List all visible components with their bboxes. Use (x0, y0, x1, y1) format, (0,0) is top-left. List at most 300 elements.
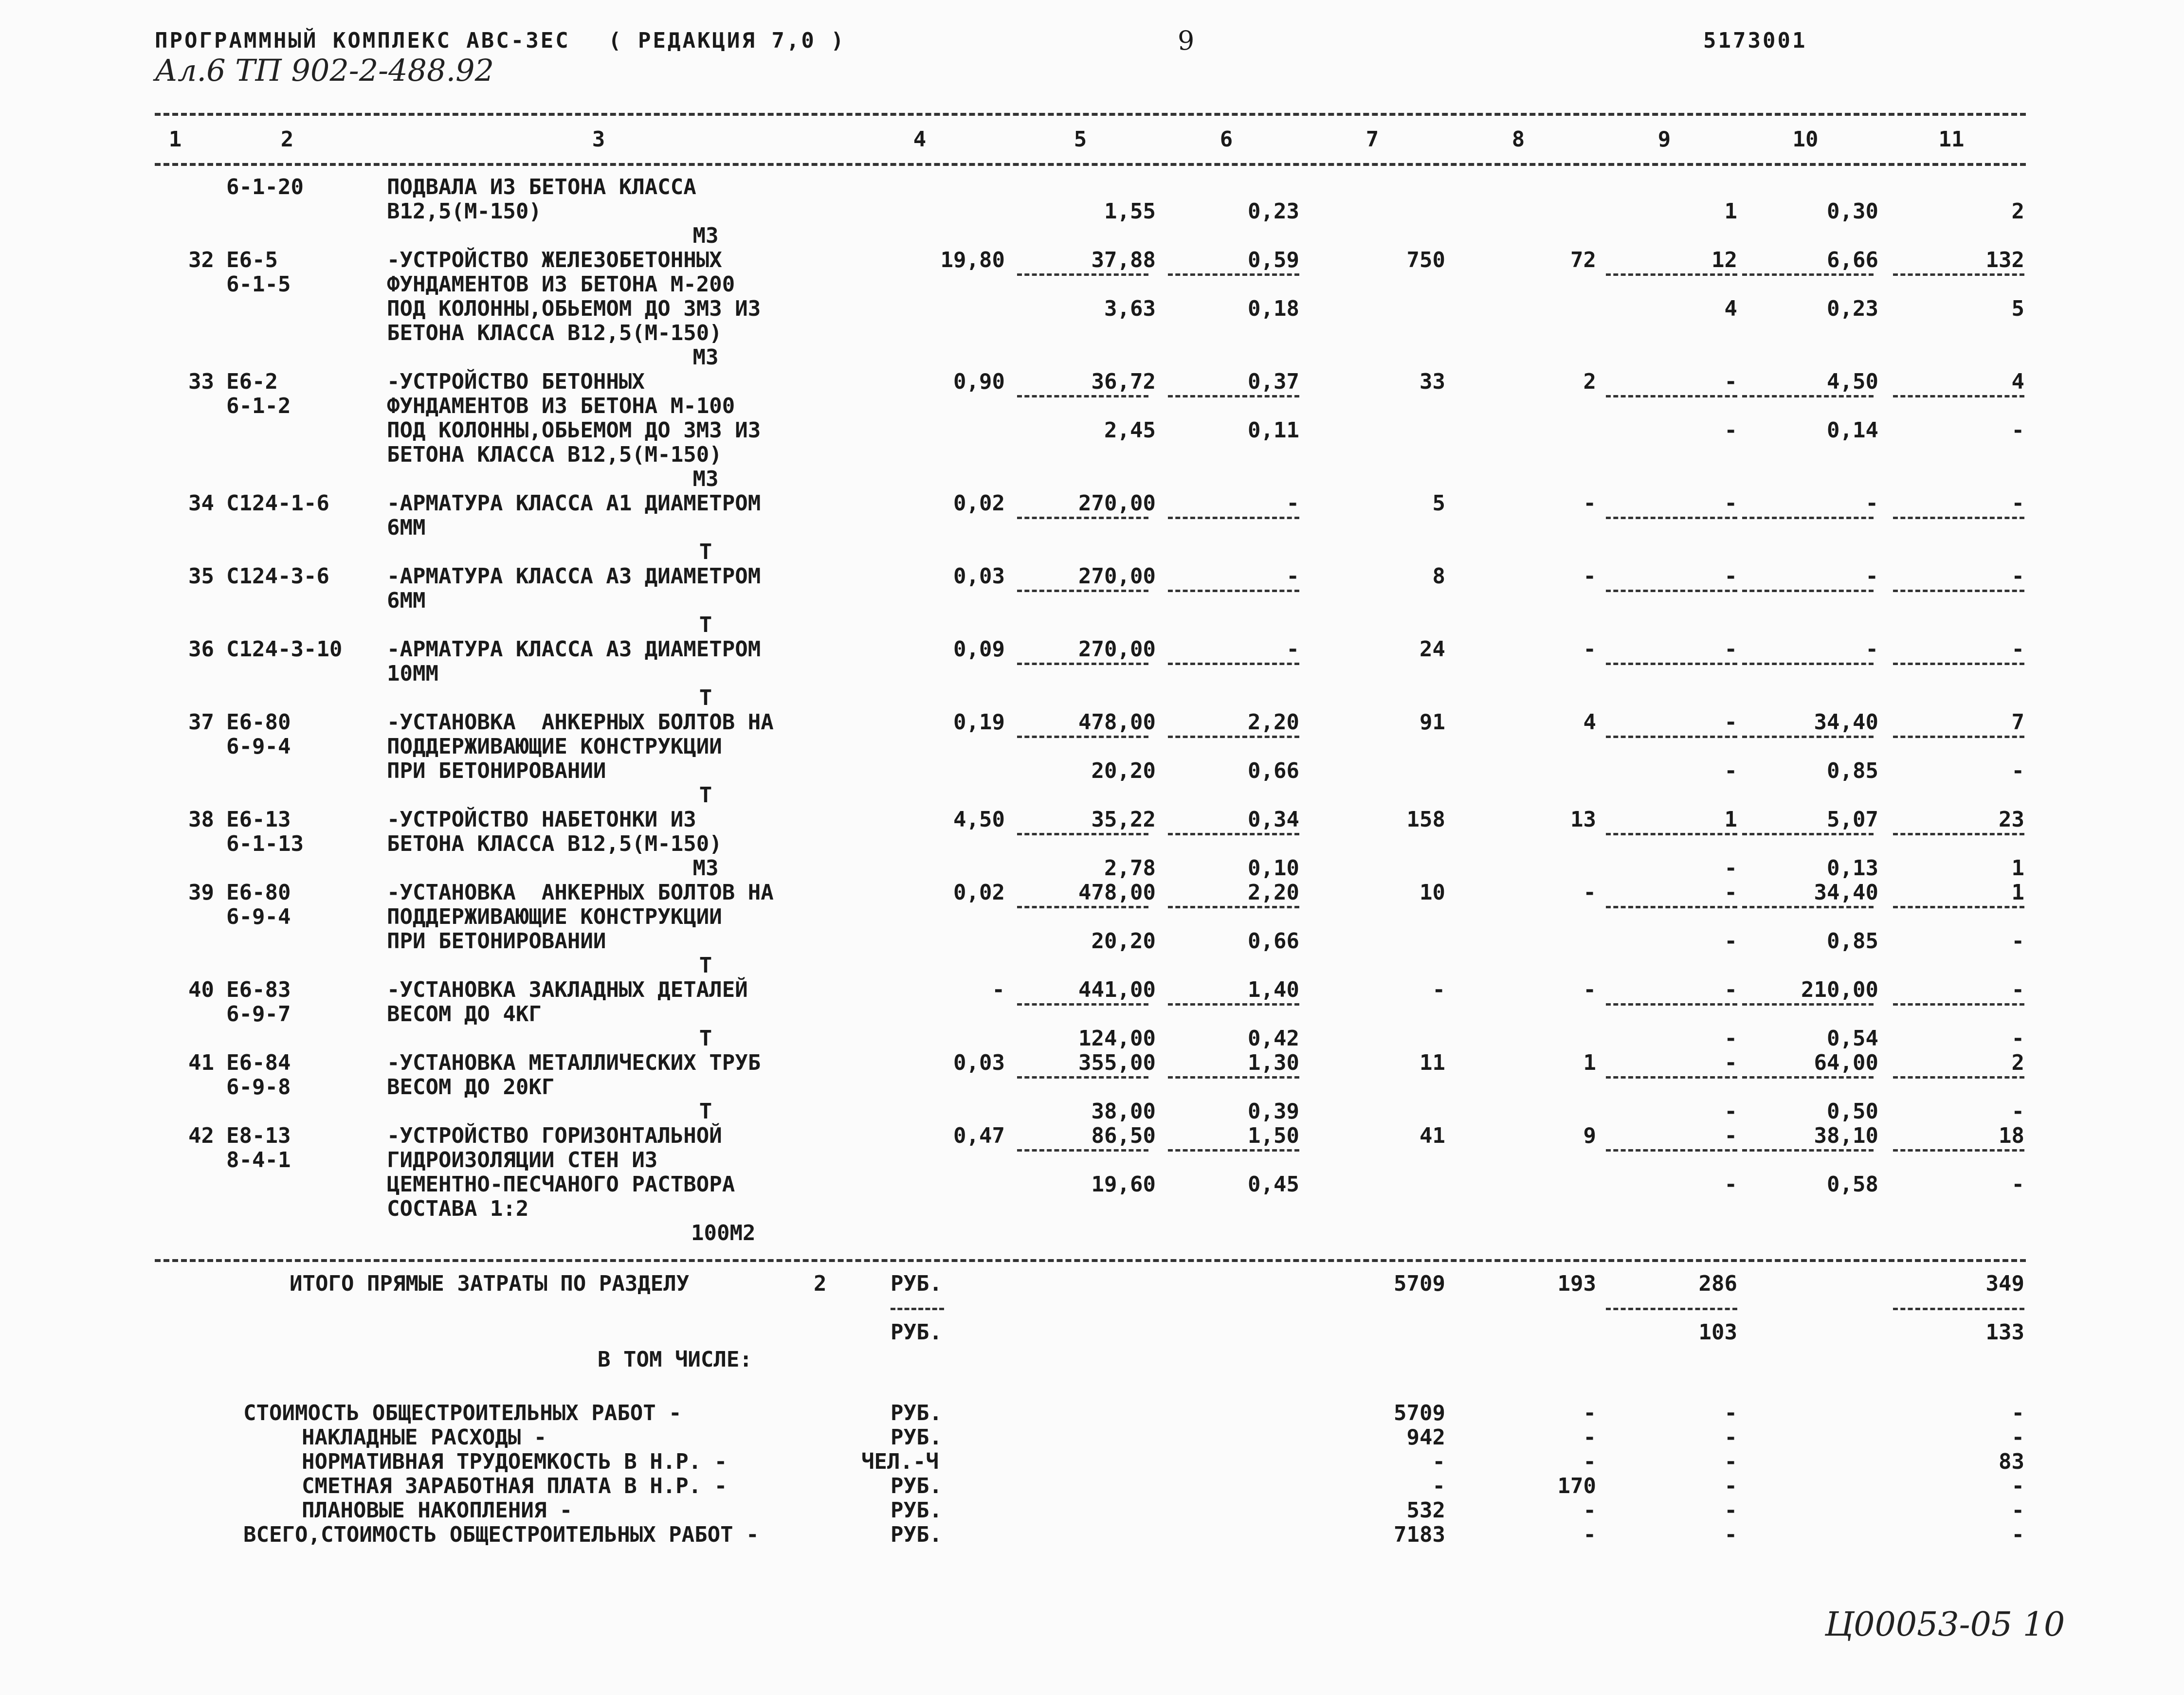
cell-c6: 0,18 (1248, 296, 1299, 321)
cell-nm: ГИДРОИЗОЛЯЦИИ СТЕН ИЗ (387, 1148, 658, 1172)
summary-c7: - (1432, 1474, 1445, 1498)
cell-c11: - (2011, 1026, 2024, 1051)
table-row (0, 1172, 2184, 1197)
totals-row (0, 1272, 2184, 1296)
cell-un: М3 (692, 467, 719, 491)
footer-handwritten-ref: Ц00053-05 10 (1825, 1605, 2065, 1644)
table-row (0, 881, 2184, 905)
cell-nm: -УСТАНОВКА АНКЕРНЫХ БОЛТОВ НА (387, 710, 774, 735)
cell-nm: 6ММ (387, 515, 426, 540)
edition: ( РЕДАКЦИЯ 7,0 ) (608, 28, 846, 53)
col-3: 3 (592, 127, 605, 152)
cell-c9: 4 (1724, 296, 1737, 321)
cell-c4: 0,02 (953, 880, 1005, 905)
summary-c7: 7183 (1394, 1522, 1445, 1547)
cell-c4: 0,47 (953, 1123, 1005, 1148)
cell-c5: 124,00 (1078, 1026, 1156, 1051)
cell-c11: - (2011, 418, 2024, 443)
summary-c9: - (1724, 1401, 1737, 1425)
cell-c6: 0,34 (1248, 807, 1299, 832)
table-row (0, 1100, 2184, 1124)
cell-c5: 2,78 (1104, 856, 1156, 881)
cell-nm: -АРМАТУРА КЛАССА А3 ДИАМЕТРОМ (387, 637, 761, 662)
cell-c5: 270,00 (1078, 491, 1156, 516)
table-row (0, 394, 2184, 418)
cell-nm: 6ММ (387, 588, 426, 613)
cell-c5: 478,00 (1078, 710, 1156, 735)
cell-c5: 37,88 (1091, 248, 1156, 272)
cell-c9: - (1724, 1123, 1737, 1148)
totals-label: ИТОГО ПРЯМЫЕ ЗАТРАТЫ ПО РАЗДЕЛУ (290, 1271, 690, 1296)
cell-un: М3 (692, 223, 719, 248)
cell-nm: -УСТАНОВКА ЗАКЛАДНЫХ ДЕТАЛЕЙ (387, 977, 748, 1002)
cell-nm: БЕТОНА КЛАССА В12,5(М-150) (387, 831, 722, 856)
cell-un: Т (699, 1026, 712, 1051)
summary-c7: 5709 (1394, 1401, 1445, 1425)
summary-c8: - (1583, 1522, 1596, 1547)
summary-c11: - (2011, 1401, 2024, 1425)
summary-row (0, 1523, 2184, 1547)
summary-c9: - (1724, 1522, 1737, 1547)
cell-c4: - (992, 977, 1005, 1002)
summary-c11: - (2011, 1498, 2024, 1523)
cell-c6: 0,11 (1248, 418, 1299, 443)
cell-c5: 86,50 (1091, 1123, 1156, 1148)
summary-c8: - (1583, 1498, 1596, 1523)
cell-cd: 6-9-8 (226, 1075, 291, 1100)
cell-c4: 0,03 (953, 1050, 1005, 1075)
cell-c11: - (2011, 758, 2024, 783)
col-2: 2 (280, 127, 294, 152)
cell-c10: 0,85 (1827, 929, 1878, 954)
cell-c6: 0,66 (1248, 758, 1299, 783)
cell-c9: - (1724, 856, 1737, 881)
cell-c6: 0,39 (1248, 1099, 1299, 1124)
cell-c8: 2 (1583, 369, 1596, 394)
program-title: ПРОГРАММНЫЙ КОМПЛЕКС АВС-ЗЕС (155, 28, 570, 53)
column-header-row (0, 127, 2184, 152)
cell-c11: 23 (1999, 807, 2024, 832)
cell-un: Т (699, 685, 712, 710)
cell-c6: 1,40 (1248, 977, 1299, 1002)
table-row (0, 710, 2184, 735)
cell-c10: - (1865, 564, 1878, 589)
cell-cd: Е6-80 (226, 710, 291, 735)
summary-unit: РУБ. (891, 1522, 942, 1547)
cell-nm: -УСТРОЙСТВО ГОРИЗОНТАЛЬНОЙ (387, 1123, 722, 1148)
cell-c6: 0,59 (1248, 248, 1299, 272)
cell-c11: - (2011, 1099, 2024, 1124)
handwritten-sheet-ref: Ал.6 ТП 902-2-488.92 (155, 53, 494, 88)
col-9: 9 (1657, 127, 1671, 152)
table-row (0, 1002, 2184, 1027)
cell-cd: Е6-13 (226, 807, 291, 832)
cell-c5: 270,00 (1078, 564, 1156, 589)
cell-c5: 3,63 (1104, 296, 1156, 321)
cell-c7: - (1432, 977, 1445, 1002)
table-row (0, 199, 2184, 224)
cell-c6: 0,23 (1248, 199, 1299, 224)
table-row (0, 1148, 2184, 1172)
cell-cd: 6-9-4 (226, 904, 291, 929)
cell-un: Т (699, 613, 712, 637)
cell-cd: 6-1-20 (226, 175, 304, 199)
summary-c9: - (1724, 1449, 1737, 1474)
totals-row-2 (0, 1320, 2184, 1345)
cell-nm: ПРИ БЕТОНИРОВАНИИ (387, 758, 606, 783)
cell-c4: 0,03 (953, 564, 1005, 589)
cell-c10: 5,07 (1827, 807, 1878, 832)
table-row (0, 1221, 2184, 1245)
cell-c7: 5 (1432, 491, 1445, 516)
cell-c11: - (2011, 929, 2024, 954)
table-row (0, 345, 2184, 370)
table-row (0, 686, 2184, 710)
cell-cd: С124-3-10 (226, 637, 343, 662)
table-row (0, 491, 2184, 516)
cell-c6: - (1286, 491, 1299, 516)
cell-c6: 0,42 (1248, 1026, 1299, 1051)
cell-c9: - (1724, 1172, 1737, 1197)
cell-c6: 1,30 (1248, 1050, 1299, 1075)
cell-nm: В12,5(М-150) (387, 199, 542, 224)
cell-c9: - (1724, 418, 1737, 443)
cell-cd: 6-9-4 (226, 734, 291, 759)
cell-c10: 38,10 (1814, 1123, 1878, 1148)
cell-c9: - (1724, 637, 1737, 662)
totals-c7: 5709 (1394, 1271, 1445, 1296)
document-code: 5173001 (1703, 28, 1807, 53)
cell-n: 40 (188, 977, 214, 1002)
cell-nm: -АРМАТУРА КЛАССА А3 ДИАМЕТРОМ (387, 564, 761, 589)
table-row (0, 637, 2184, 662)
summary-c7: 532 (1406, 1498, 1445, 1523)
cell-cd: Е6-80 (226, 880, 291, 905)
table-row (0, 467, 2184, 491)
cell-c6: - (1286, 564, 1299, 589)
cell-nm: ВЕСОМ ДО 4КГ (387, 1002, 542, 1027)
cell-c11: - (2011, 491, 2024, 516)
table-row (0, 540, 2184, 564)
summary-c8: - (1583, 1449, 1596, 1474)
totals-section: 2 (814, 1271, 827, 1296)
cell-nm: -УСТАНОВКА АНКЕРНЫХ БОЛТОВ НА (387, 880, 774, 905)
cell-c10: 6,66 (1827, 248, 1878, 272)
table-row (0, 808, 2184, 832)
cell-c9: - (1724, 1050, 1737, 1075)
cell-nm: ПОД КОЛОННЫ,ОБЬЕМОМ ДО 3М3 ИЗ (387, 418, 761, 443)
cell-c11: - (2011, 1172, 2024, 1197)
header-bottom-rule (155, 163, 2026, 166)
cell-c11: 7 (2011, 710, 2024, 735)
table-row (0, 856, 2184, 881)
table-row (0, 978, 2184, 1002)
cell-c5: 19,60 (1091, 1172, 1156, 1197)
summary-c9: - (1724, 1474, 1737, 1498)
totals-c9: 286 (1698, 1271, 1737, 1296)
cell-cd: Е6-2 (226, 369, 278, 394)
cell-n: 37 (188, 710, 214, 735)
table-row (0, 759, 2184, 783)
cell-nm: ЦЕМЕНТНО-ПЕСЧАНОГО РАСТВОРА (387, 1172, 735, 1197)
cell-c10: 34,40 (1814, 880, 1878, 905)
cell-c5: 2,45 (1104, 418, 1156, 443)
cell-c4: 19,80 (940, 248, 1005, 272)
cell-nm: СОСТАВА 1:2 (387, 1196, 529, 1221)
cell-c8: 13 (1570, 807, 1596, 832)
cell-nm: ВЕСОМ ДО 20КГ (387, 1075, 555, 1100)
cell-c7: 33 (1420, 369, 1445, 394)
cell-cd: Е6-84 (226, 1050, 291, 1075)
cell-c5: 355,00 (1078, 1050, 1156, 1075)
cell-n: 33 (188, 369, 214, 394)
cell-c8: - (1583, 637, 1596, 662)
table-row (0, 1075, 2184, 1100)
table-row (0, 662, 2184, 686)
cell-c10: 64,00 (1814, 1050, 1878, 1075)
cell-c7: 750 (1406, 248, 1445, 272)
cell-c4: 0,09 (953, 637, 1005, 662)
totals-unit: РУБ. (891, 1271, 942, 1296)
cell-nm: ПОДДЕРЖИВАЮЩИЕ КОНСТРУКЦИИ (387, 904, 722, 929)
table-row (0, 589, 2184, 613)
cell-n: 36 (188, 637, 214, 662)
table-row (0, 443, 2184, 467)
col-1: 1 (168, 127, 182, 152)
cell-c10: - (1865, 637, 1878, 662)
cell-c9: - (1724, 1099, 1737, 1124)
totals-c11: 349 (1985, 1271, 2024, 1296)
cell-n: 41 (188, 1050, 214, 1075)
summary-c9: - (1724, 1425, 1737, 1450)
summary-label: НАКЛАДНЫЕ РАСХОДЫ - (302, 1425, 547, 1450)
table-row (0, 1027, 2184, 1051)
col-4: 4 (913, 127, 927, 152)
cell-c10: 34,40 (1814, 710, 1878, 735)
cell-c10: 0,14 (1827, 418, 1878, 443)
totals-unit-2: РУБ. (891, 1320, 942, 1345)
totals-c9-rule (1606, 1308, 1737, 1310)
cell-c5: 36,72 (1091, 369, 1156, 394)
cell-un: М3 (692, 856, 719, 881)
cell-c11: 18 (1999, 1123, 2024, 1148)
cell-nm: ФУНДАМЕНТОВ ИЗ БЕТОНА М-200 (387, 272, 735, 297)
cell-c5: 20,20 (1091, 758, 1156, 783)
cell-nm: БЕТОНА КЛАССА В12,5(М-150) (387, 321, 722, 345)
table-row (0, 832, 2184, 856)
summary-unit: РУБ. (891, 1401, 942, 1425)
cell-c5: 20,20 (1091, 929, 1156, 954)
totals-c11-rule (1893, 1308, 2024, 1310)
cell-c9: - (1724, 491, 1737, 516)
cell-c6: 2,20 (1248, 880, 1299, 905)
including-label: В ТОМ ЧИСЛЕ: (598, 1347, 752, 1372)
cell-n: 38 (188, 807, 214, 832)
cell-cd: Е8-13 (226, 1123, 291, 1148)
table-row (0, 905, 2184, 929)
cell-n: 32 (188, 248, 214, 272)
summary-c11: - (2011, 1474, 2024, 1498)
table-row (0, 418, 2184, 443)
summary-row (0, 1474, 2184, 1498)
summary-c7: - (1432, 1449, 1445, 1474)
summary-unit: РУБ. (891, 1498, 942, 1523)
cell-c5: 270,00 (1078, 637, 1156, 662)
cell-c9: - (1724, 880, 1737, 905)
cell-c11: 5 (2011, 296, 2024, 321)
page-number: 9 (1178, 25, 1197, 56)
cell-c6: 1,50 (1248, 1123, 1299, 1148)
cell-cd: 6-1-2 (226, 394, 291, 418)
cell-c8: - (1583, 491, 1596, 516)
cell-nm: ПОДДЕРЖИВАЮЩИЕ КОНСТРУКЦИИ (387, 734, 722, 759)
table-row (0, 1051, 2184, 1075)
col-7: 7 (1365, 127, 1379, 152)
cell-c10: 0,13 (1827, 856, 1878, 881)
cell-un: Т (699, 540, 712, 564)
cell-c9: 12 (1711, 248, 1737, 272)
totals-c9b: 103 (1698, 1320, 1737, 1345)
summary-label: ПЛАНОВЫЕ НАКОПЛЕНИЯ - (302, 1498, 573, 1523)
cell-c11: - (2011, 977, 2024, 1002)
cell-n: 35 (188, 564, 214, 589)
cell-cd: 8-4-1 (226, 1148, 291, 1172)
cell-c9: - (1724, 369, 1737, 394)
table-row (0, 735, 2184, 759)
table-row (0, 613, 2184, 637)
col-6: 6 (1219, 127, 1233, 152)
cell-c11: 1 (2011, 856, 2024, 881)
cell-nm: -АРМАТУРА КЛАССА А1 ДИАМЕТРОМ (387, 491, 761, 516)
cell-c6: 0,37 (1248, 369, 1299, 394)
cell-c9: - (1724, 977, 1737, 1002)
cell-c9: - (1724, 929, 1737, 954)
summary-unit: РУБ. (891, 1425, 942, 1450)
table-row (0, 516, 2184, 540)
cell-cd: 6-1-13 (226, 831, 304, 856)
cell-c5: 441,00 (1078, 977, 1156, 1002)
col-11: 11 (1938, 127, 1965, 152)
cell-c10: 0,54 (1827, 1026, 1878, 1051)
summary-unit: ЧЕЛ.-Ч (861, 1449, 939, 1474)
cell-c10: 0,58 (1827, 1172, 1878, 1197)
cell-nm: -УСТРОЙСТВО ЖЕЛЕЗОБЕТОННЫХ (387, 248, 722, 272)
summary-c11: - (2011, 1425, 2024, 1450)
cell-c8: - (1583, 880, 1596, 905)
summary-c11: 83 (1999, 1449, 2024, 1474)
cell-c7: 41 (1420, 1123, 1445, 1148)
cell-cd: 6-9-7 (226, 1002, 291, 1027)
col-5: 5 (1074, 127, 1087, 152)
cell-c8: 1 (1583, 1050, 1596, 1075)
cell-c4: 0,19 (953, 710, 1005, 735)
cell-nm: -УСТРОЙСТВО БЕТОННЫХ (387, 369, 645, 394)
table-row (0, 272, 2184, 297)
summary-label: ВСЕГО,СТОИМОСТЬ ОБЩЕСТРОИТЕЛЬНЫХ РАБОТ - (243, 1522, 759, 1547)
summary-unit: РУБ. (891, 1474, 942, 1498)
table-row (0, 564, 2184, 589)
cell-c11: - (2011, 637, 2024, 662)
col-8: 8 (1511, 127, 1525, 152)
header-top-rule (155, 113, 2026, 116)
cell-un: Т (699, 1099, 712, 1124)
cell-c7: 158 (1406, 807, 1445, 832)
table-row (0, 1197, 2184, 1221)
summary-c8: 170 (1557, 1474, 1596, 1498)
table-row (0, 954, 2184, 978)
cell-c11: 1 (2011, 880, 2024, 905)
cell-c8: 4 (1583, 710, 1596, 735)
summary-label: НОРМАТИВНАЯ ТРУДОЕМКОСТЬ В Н.Р. - (302, 1449, 728, 1474)
cell-c7: 8 (1432, 564, 1445, 589)
cell-nm: ПОД КОЛОННЫ,ОБЬЕМОМ ДО 3М3 ИЗ (387, 296, 761, 321)
cell-nm: БЕТОНА КЛАССА В12,5(М-150) (387, 442, 722, 467)
cell-c11: - (2011, 564, 2024, 589)
cell-c11: 4 (2011, 369, 2024, 394)
totals-c11b: 133 (1985, 1320, 2024, 1345)
totals-c8: 193 (1557, 1271, 1596, 1296)
cell-c8: 9 (1583, 1123, 1596, 1148)
cell-u100: 100М2 (691, 1221, 756, 1245)
cell-c10: 0,30 (1827, 199, 1878, 224)
table-row (0, 297, 2184, 321)
cell-cd: С124-1-6 (226, 491, 329, 516)
cell-nm: -УСТАНОВКА МЕТАЛЛИЧЕСКИХ ТРУБ (387, 1050, 761, 1075)
cell-c10: 4,50 (1827, 369, 1878, 394)
summary-row (0, 1450, 2184, 1474)
cell-c9: - (1724, 758, 1737, 783)
cell-c5: 1,55 (1104, 199, 1156, 224)
cell-c6: - (1286, 637, 1299, 662)
cell-c10: 0,85 (1827, 758, 1878, 783)
cell-c6: 0,66 (1248, 929, 1299, 954)
cell-nm: ПОДВАЛА ИЗ БЕТОНА КЛАССА (387, 175, 696, 199)
cell-c7: 91 (1420, 710, 1445, 735)
col-10: 10 (1792, 127, 1819, 152)
cell-c7: 24 (1420, 637, 1445, 662)
summary-label: СМЕТНАЯ ЗАРАБОТНАЯ ПЛАТА В Н.Р. - (302, 1474, 728, 1498)
summary-c8: - (1583, 1425, 1596, 1450)
summary-label: СТОИМОСТЬ ОБЩЕСТРОИТЕЛЬНЫХ РАБОТ - (243, 1401, 682, 1425)
cell-c4: 0,02 (953, 491, 1005, 516)
cell-n: 34 (188, 491, 214, 516)
cell-c4: 0,90 (953, 369, 1005, 394)
table-row (0, 1124, 2184, 1148)
summary-c9: - (1724, 1498, 1737, 1523)
summary-row (0, 1425, 2184, 1450)
cell-nm: 10ММ (387, 661, 438, 686)
summary-row (0, 1401, 2184, 1425)
summary-row (0, 1498, 2184, 1523)
cell-c11: 132 (1985, 248, 2024, 272)
cell-cd: Е6-5 (226, 248, 278, 272)
cell-c9: - (1724, 1026, 1737, 1051)
summary-c11: - (2011, 1522, 2024, 1547)
table-row (0, 783, 2184, 808)
totals-unit-rule (891, 1308, 944, 1310)
cell-c6: 0,45 (1248, 1172, 1299, 1197)
cell-c11: 2 (2011, 1050, 2024, 1075)
cell-un: М3 (692, 345, 719, 370)
cell-un: Т (699, 953, 712, 978)
totals-top-rule (155, 1259, 2026, 1262)
cell-cd: 6-1-5 (226, 272, 291, 297)
cell-c10: 210,00 (1801, 977, 1878, 1002)
cell-c8: - (1583, 977, 1596, 1002)
cell-c10: 0,23 (1827, 296, 1878, 321)
summary-c8: - (1583, 1401, 1596, 1425)
cell-cd: Е6-83 (226, 977, 291, 1002)
